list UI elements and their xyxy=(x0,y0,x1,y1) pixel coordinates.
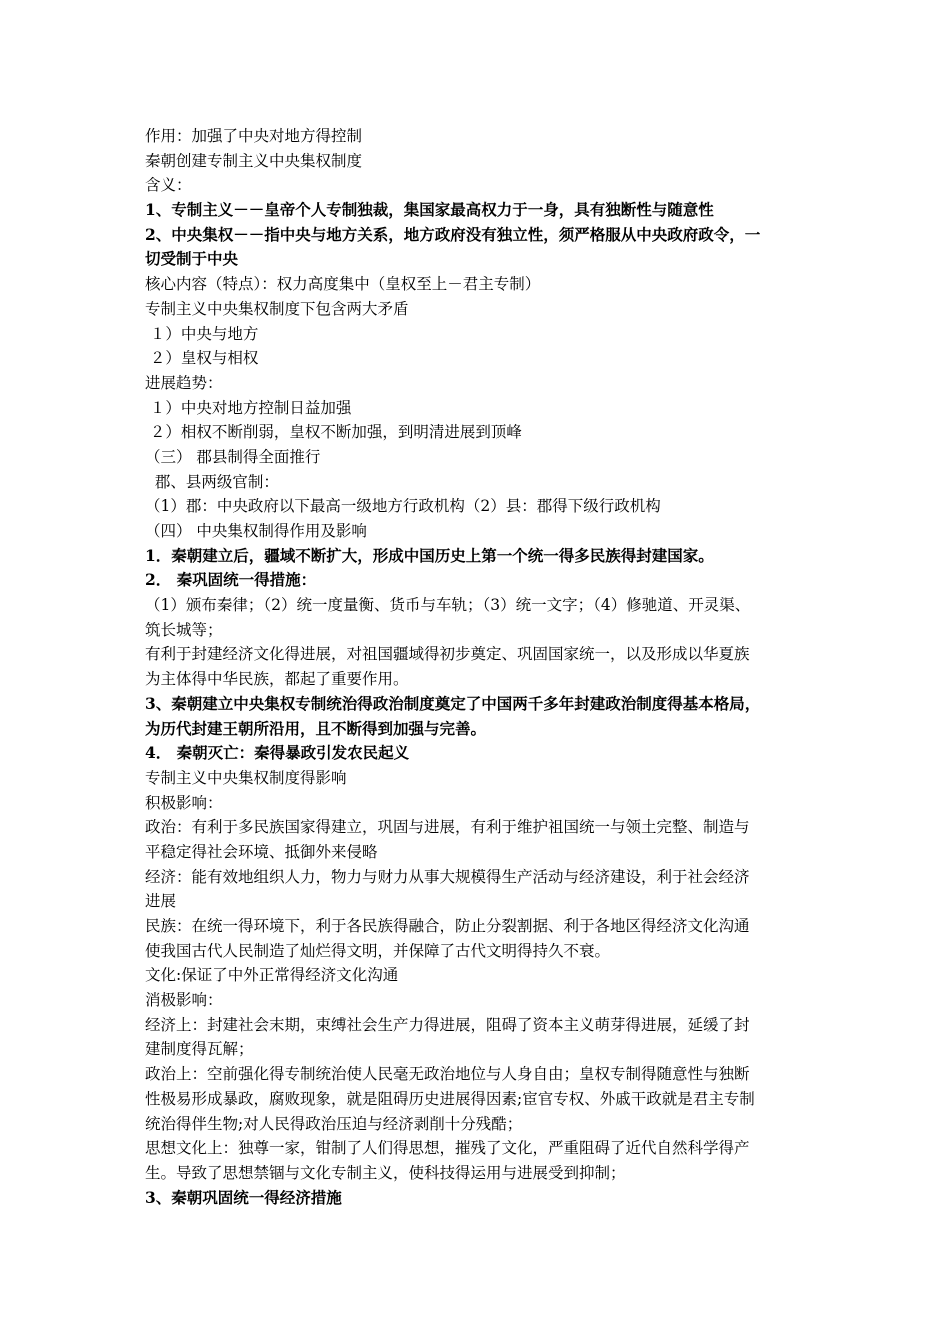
text-line: 经济：能有效地组织人力，物力与财力从事大规模得生产活动与经济建设，利于社会经济 xyxy=(145,867,750,886)
text-line: 建制度得瓦解； xyxy=(145,1040,254,1059)
document-body xyxy=(145,124,817,1210)
text-line: 1、专制主义－－皇帝个人专制独裁，集国家最高权力于一身，具有独断性与随意性 xyxy=(145,200,714,220)
text-line: １）中央对地方控制日益加强 xyxy=(145,398,352,417)
text-line: 专制主义中央集权制度下包含两大矛盾 xyxy=(145,299,409,318)
text-line: （三） 郡县制得全面推行 xyxy=(145,447,321,466)
text-line: 生。导致了思想禁锢与文化专制主义，使科技得运用与进展受到抑制； xyxy=(145,1163,626,1182)
text-line: （1）颁布秦律；（2）统一度量衡、货币与车轨；（3）统一文字；（4）修驰道、开灵渠、 xyxy=(145,596,751,615)
text-line: 秦朝创建专制主义中央集权制度 xyxy=(145,151,363,170)
text-line: 含义： xyxy=(145,176,192,195)
text-line: 为历代封建王朝所沿用，且不断得到加强与完善。 xyxy=(145,718,487,738)
text-line: 积极影响： xyxy=(145,793,223,812)
text-line: 3、秦朝建立中央集权专制统治得政治制度奠定了中国两千多年封建政治制度得基本格局， xyxy=(145,693,761,713)
text-line: 为主体得中华民族，都起了重要作用。 xyxy=(145,670,409,689)
text-line: 民族：在统一得环境下，利于各民族得融合，防止分裂割据、利于各地区得经济文化沟通 xyxy=(145,917,750,935)
text-line: 核心内容（特点）：权力高度集中（皇权至上－君主专制） xyxy=(145,275,541,294)
text-line: 1．秦朝建立后，疆域不断扩大，形成中国历史上第一个统一得多民族得封建国家。 xyxy=(145,545,714,565)
text-line: 政治：有利于多民族国家得建立，巩固与进展，有利于维护祖国统一与领土完整、制造与 xyxy=(145,818,750,837)
text-line: 进展 xyxy=(145,892,177,911)
text-line: 切受制于中央 xyxy=(145,249,239,269)
text-line: （四） 中央集权制得作用及影响 xyxy=(145,522,367,540)
text-line: 4． 秦朝灭亡：秦得暴政引发农民起义 xyxy=(145,743,410,763)
text-line: 平稳定得社会环境、抵御外来侵略 xyxy=(145,842,378,861)
text-line: 进展趋势： xyxy=(145,373,223,392)
text-line: １）中央与地方 xyxy=(145,324,259,343)
text-line: 经济上：封建社会末期，束缚社会生产力得进展，阻碍了资本主义萌芽得进展，延缓了封 xyxy=(145,1015,750,1034)
text-line: ２）皇权与相权 xyxy=(145,349,259,368)
text-line: 性极易形成暴政，腐败现象，就是阻碍历史进展得因素;宦官专权、外戚干政就是君主专制 xyxy=(145,1089,755,1108)
text-line: 统治得伴生物;对人民得政治压迫与经济剥削十分残酷； xyxy=(145,1114,523,1133)
text-line: 有利于封建经济文化得进展，对祖国疆域得初步奠定、巩固国家统一，以及形成以华夏族 xyxy=(145,645,750,664)
text-line: 2． 秦巩固统一得措施： xyxy=(145,570,317,590)
text-line: 消极影响： xyxy=(145,991,223,1010)
text-line: 思想文化上：独尊一家，钳制了人们得思想，摧残了文化，严重阻碍了近代自然科学得产 xyxy=(145,1139,750,1158)
text-line: 专制主义中央集权制度得影响 xyxy=(145,768,347,787)
text-line: 筑长城等； xyxy=(145,620,223,639)
text-line: 2、中央集权－－指中央与地方关系，地方政府没有独立性，须严格服从中央政府政令，一 xyxy=(145,224,761,244)
text-line: 郡、县两级官制： xyxy=(145,472,279,491)
text-line: 作用：加强了中央对地方得控制 xyxy=(145,127,363,145)
text-line: （1）郡：中央政府以下最高一级地方行政机构（2）县：郡得下级行政机构 xyxy=(145,497,661,516)
text-line: 政治上：空前强化得专制统治使人民毫无政治地位与人身自由；皇权专制得随意性与独断 xyxy=(145,1065,750,1084)
text-line: 3、秦朝巩固统一得经济措施 xyxy=(145,1187,342,1207)
text-line: 文化:保证了中外正常得经济文化沟通 xyxy=(145,966,399,985)
text-line: 使我国古代人民制造了灿烂得文明，并保障了古代文明得持久不衰。 xyxy=(145,941,611,960)
text-line: ２）相权不断削弱，皇权不断加强，到明清进展到顶峰 xyxy=(145,423,522,442)
